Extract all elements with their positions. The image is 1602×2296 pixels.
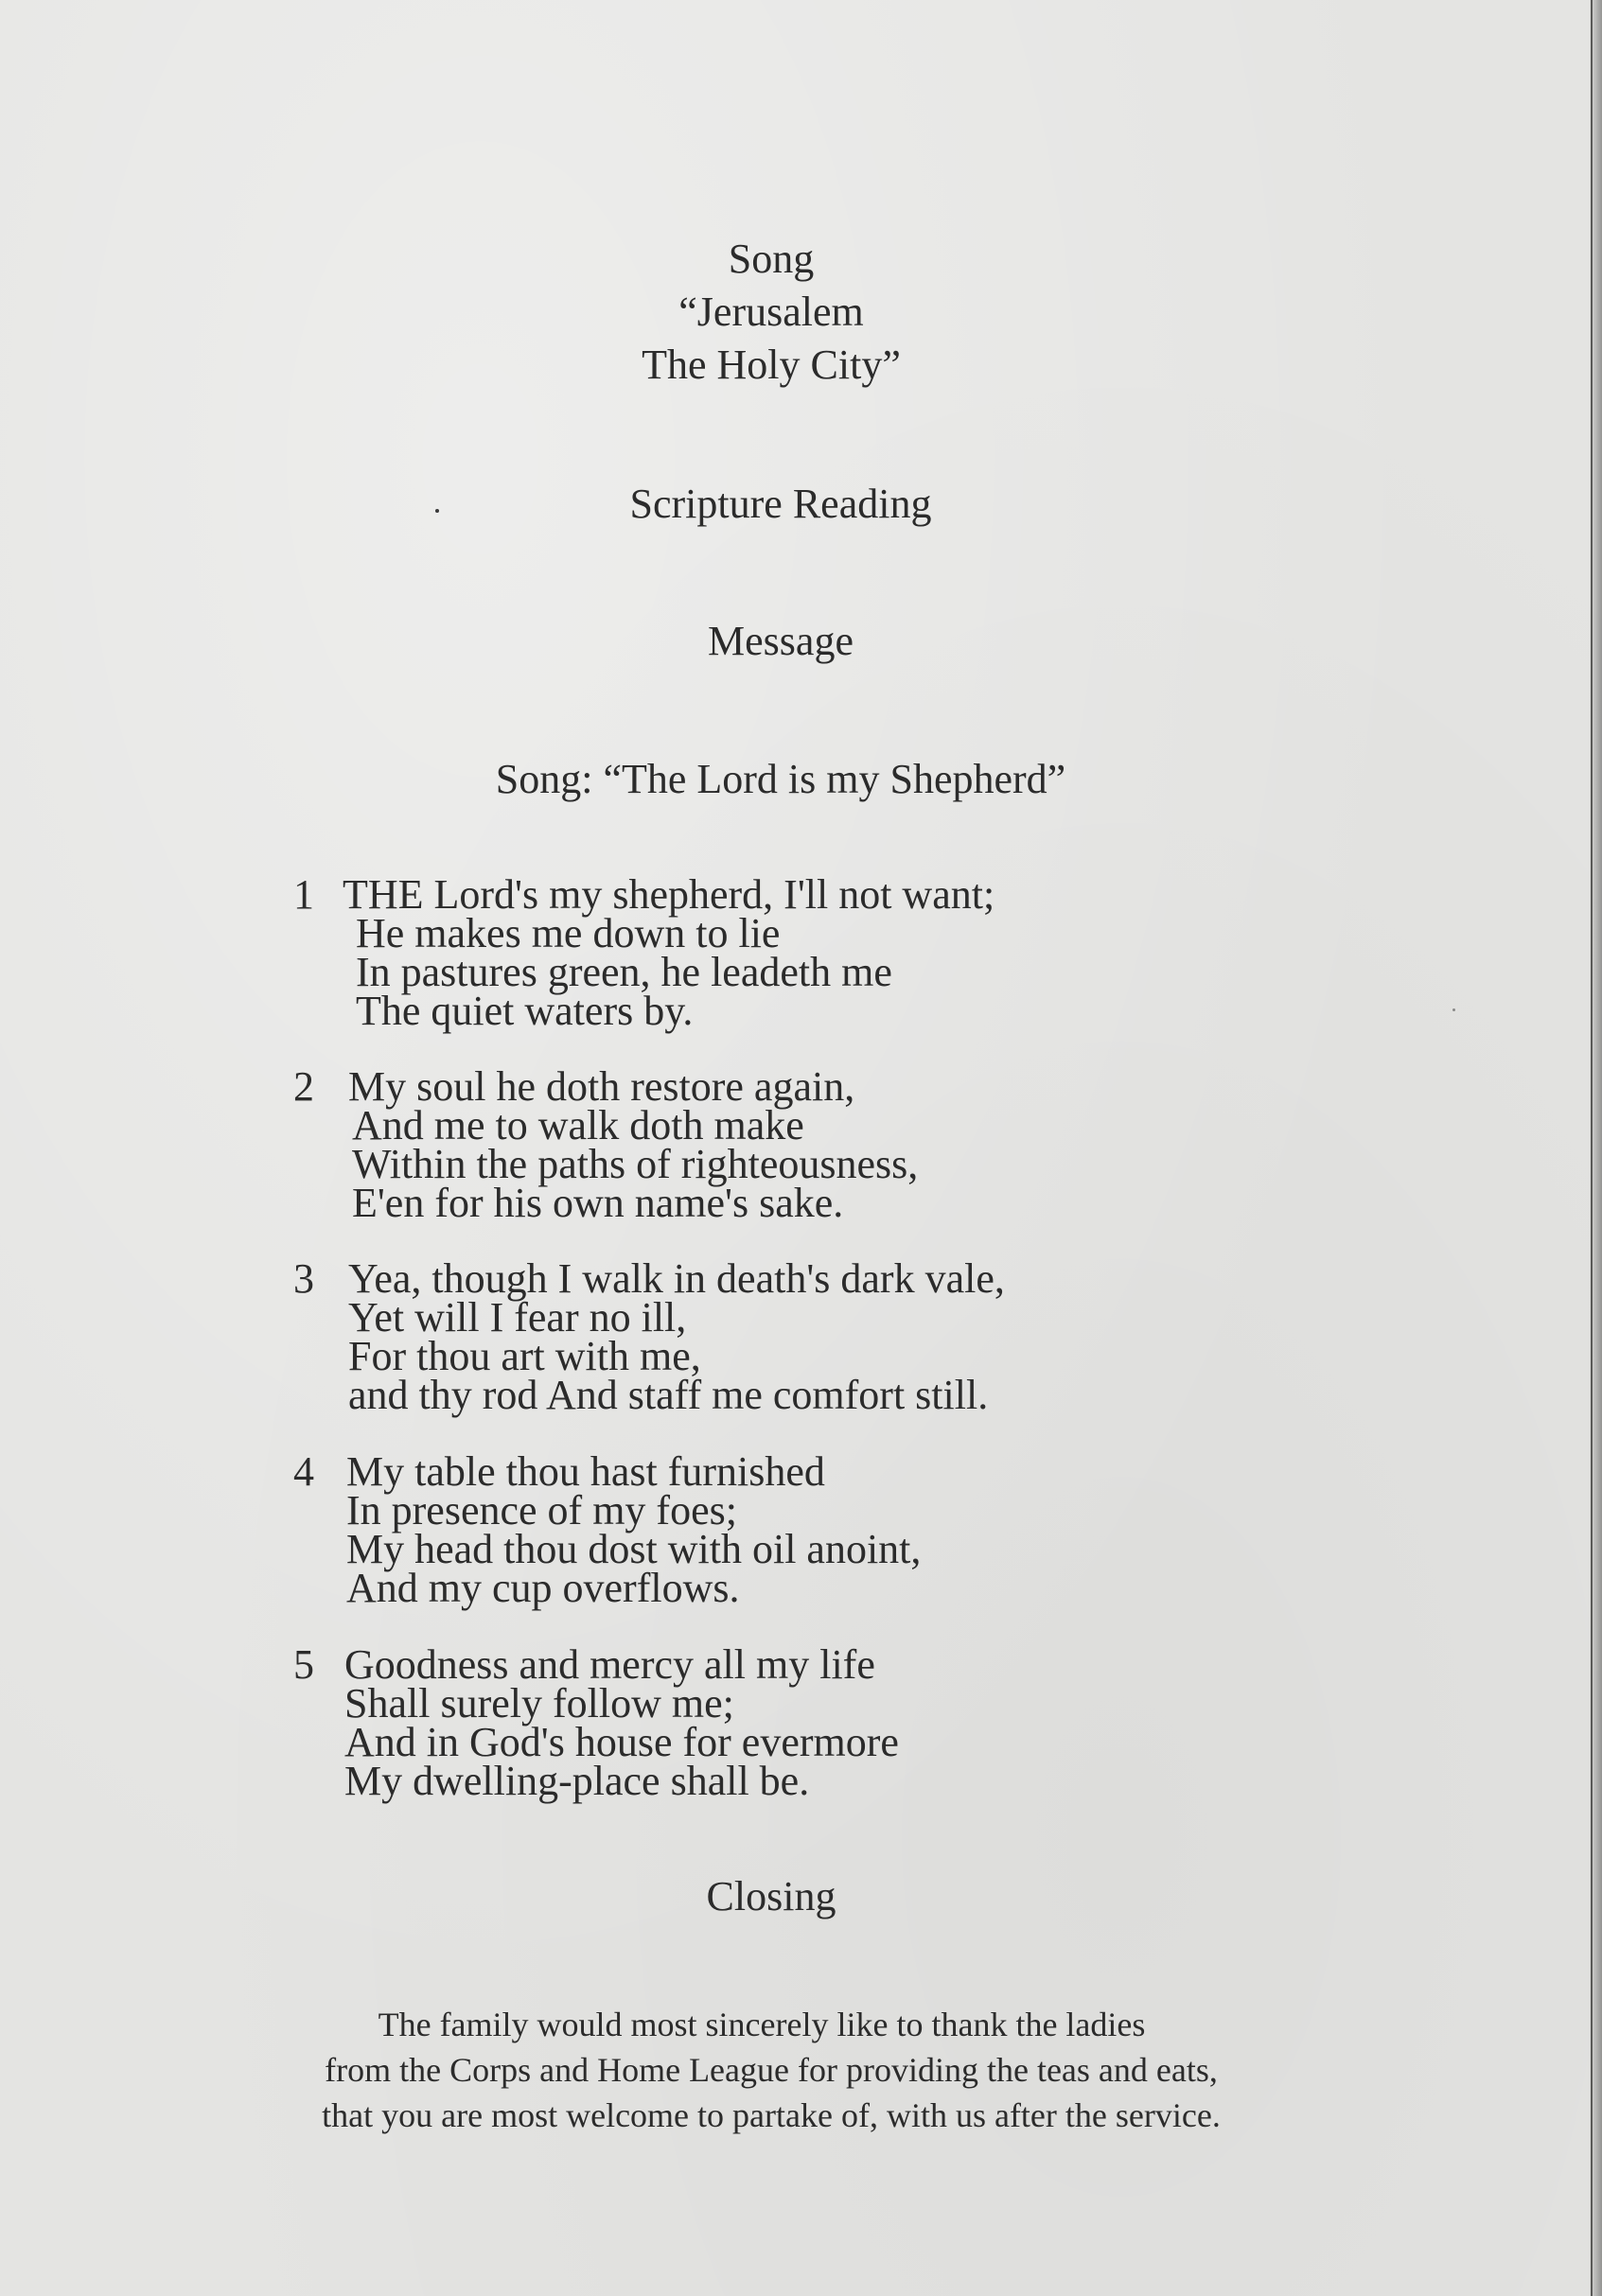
verse-line: In pastures green, he leadeth me — [356, 949, 892, 995]
verse-line: E'en for his own name's sake. — [352, 1180, 844, 1226]
verse-line: My soul he doth restore again, — [348, 1063, 855, 1110]
verse-line: Within the paths of righteousness, — [352, 1141, 919, 1187]
verse-number: 4 — [293, 1448, 314, 1495]
song-title-line-1: “Jerusalem — [678, 289, 864, 335]
thanks-line-2: from the Corps and Home League for providing the teas and eats, — [325, 2051, 1218, 2089]
verse-line: Shall surely follow me; — [344, 1680, 734, 1726]
verse-line: And my cup overflows. — [346, 1565, 740, 1611]
verse-line: In presence of my foes; — [346, 1487, 737, 1534]
paper-speck — [1452, 1008, 1455, 1011]
verse-line: For thou art with me, — [348, 1333, 701, 1379]
verse-line: He makes me down to lie — [356, 910, 781, 956]
verse-line: My head thou dost with oil anoint, — [346, 1526, 922, 1572]
thanks-line-3: that you are most welcome to partake of, with us after the service. — [322, 2096, 1221, 2134]
verse-line: The quiet waters by. — [356, 988, 694, 1034]
verse-line: My dwelling-place shall be. — [344, 1758, 810, 1804]
song-heading: Song — [728, 236, 815, 282]
verse-line: Yet will I fear no ill, — [348, 1294, 687, 1341]
verse-number: 2 — [293, 1063, 314, 1110]
verse-line: And me to walk doth make — [352, 1102, 804, 1148]
thanks-line-1: The family would most sincerely like to thank the ladies — [378, 2006, 1146, 2043]
verse-line: Goodness and mercy all my life — [344, 1641, 875, 1688]
song-title-line-2: The Holy City” — [642, 342, 901, 388]
verse-number: 3 — [293, 1255, 314, 1302]
closing-heading: Closing — [706, 1873, 836, 1919]
paper-edge — [1591, 0, 1593, 2296]
verse-line: My table thou hast furnished — [346, 1448, 825, 1495]
message-heading: Message — [708, 618, 854, 664]
verse-line: and thy rod And staff me comfort still. — [348, 1372, 989, 1418]
scripture-reading-heading: Scripture Reading — [629, 481, 932, 527]
verse-number: 1 — [293, 871, 314, 918]
verse-line: Yea, though I walk in death's dark vale, — [348, 1255, 1005, 1302]
verse-line: And in God's house for evermore — [344, 1719, 899, 1765]
verse-line: THE Lord's my shepherd, I'll not want; — [343, 871, 995, 918]
shepherd-song-heading: Song: “The Lord is my Shepherd” — [495, 756, 1066, 802]
verse-number: 5 — [293, 1641, 314, 1688]
